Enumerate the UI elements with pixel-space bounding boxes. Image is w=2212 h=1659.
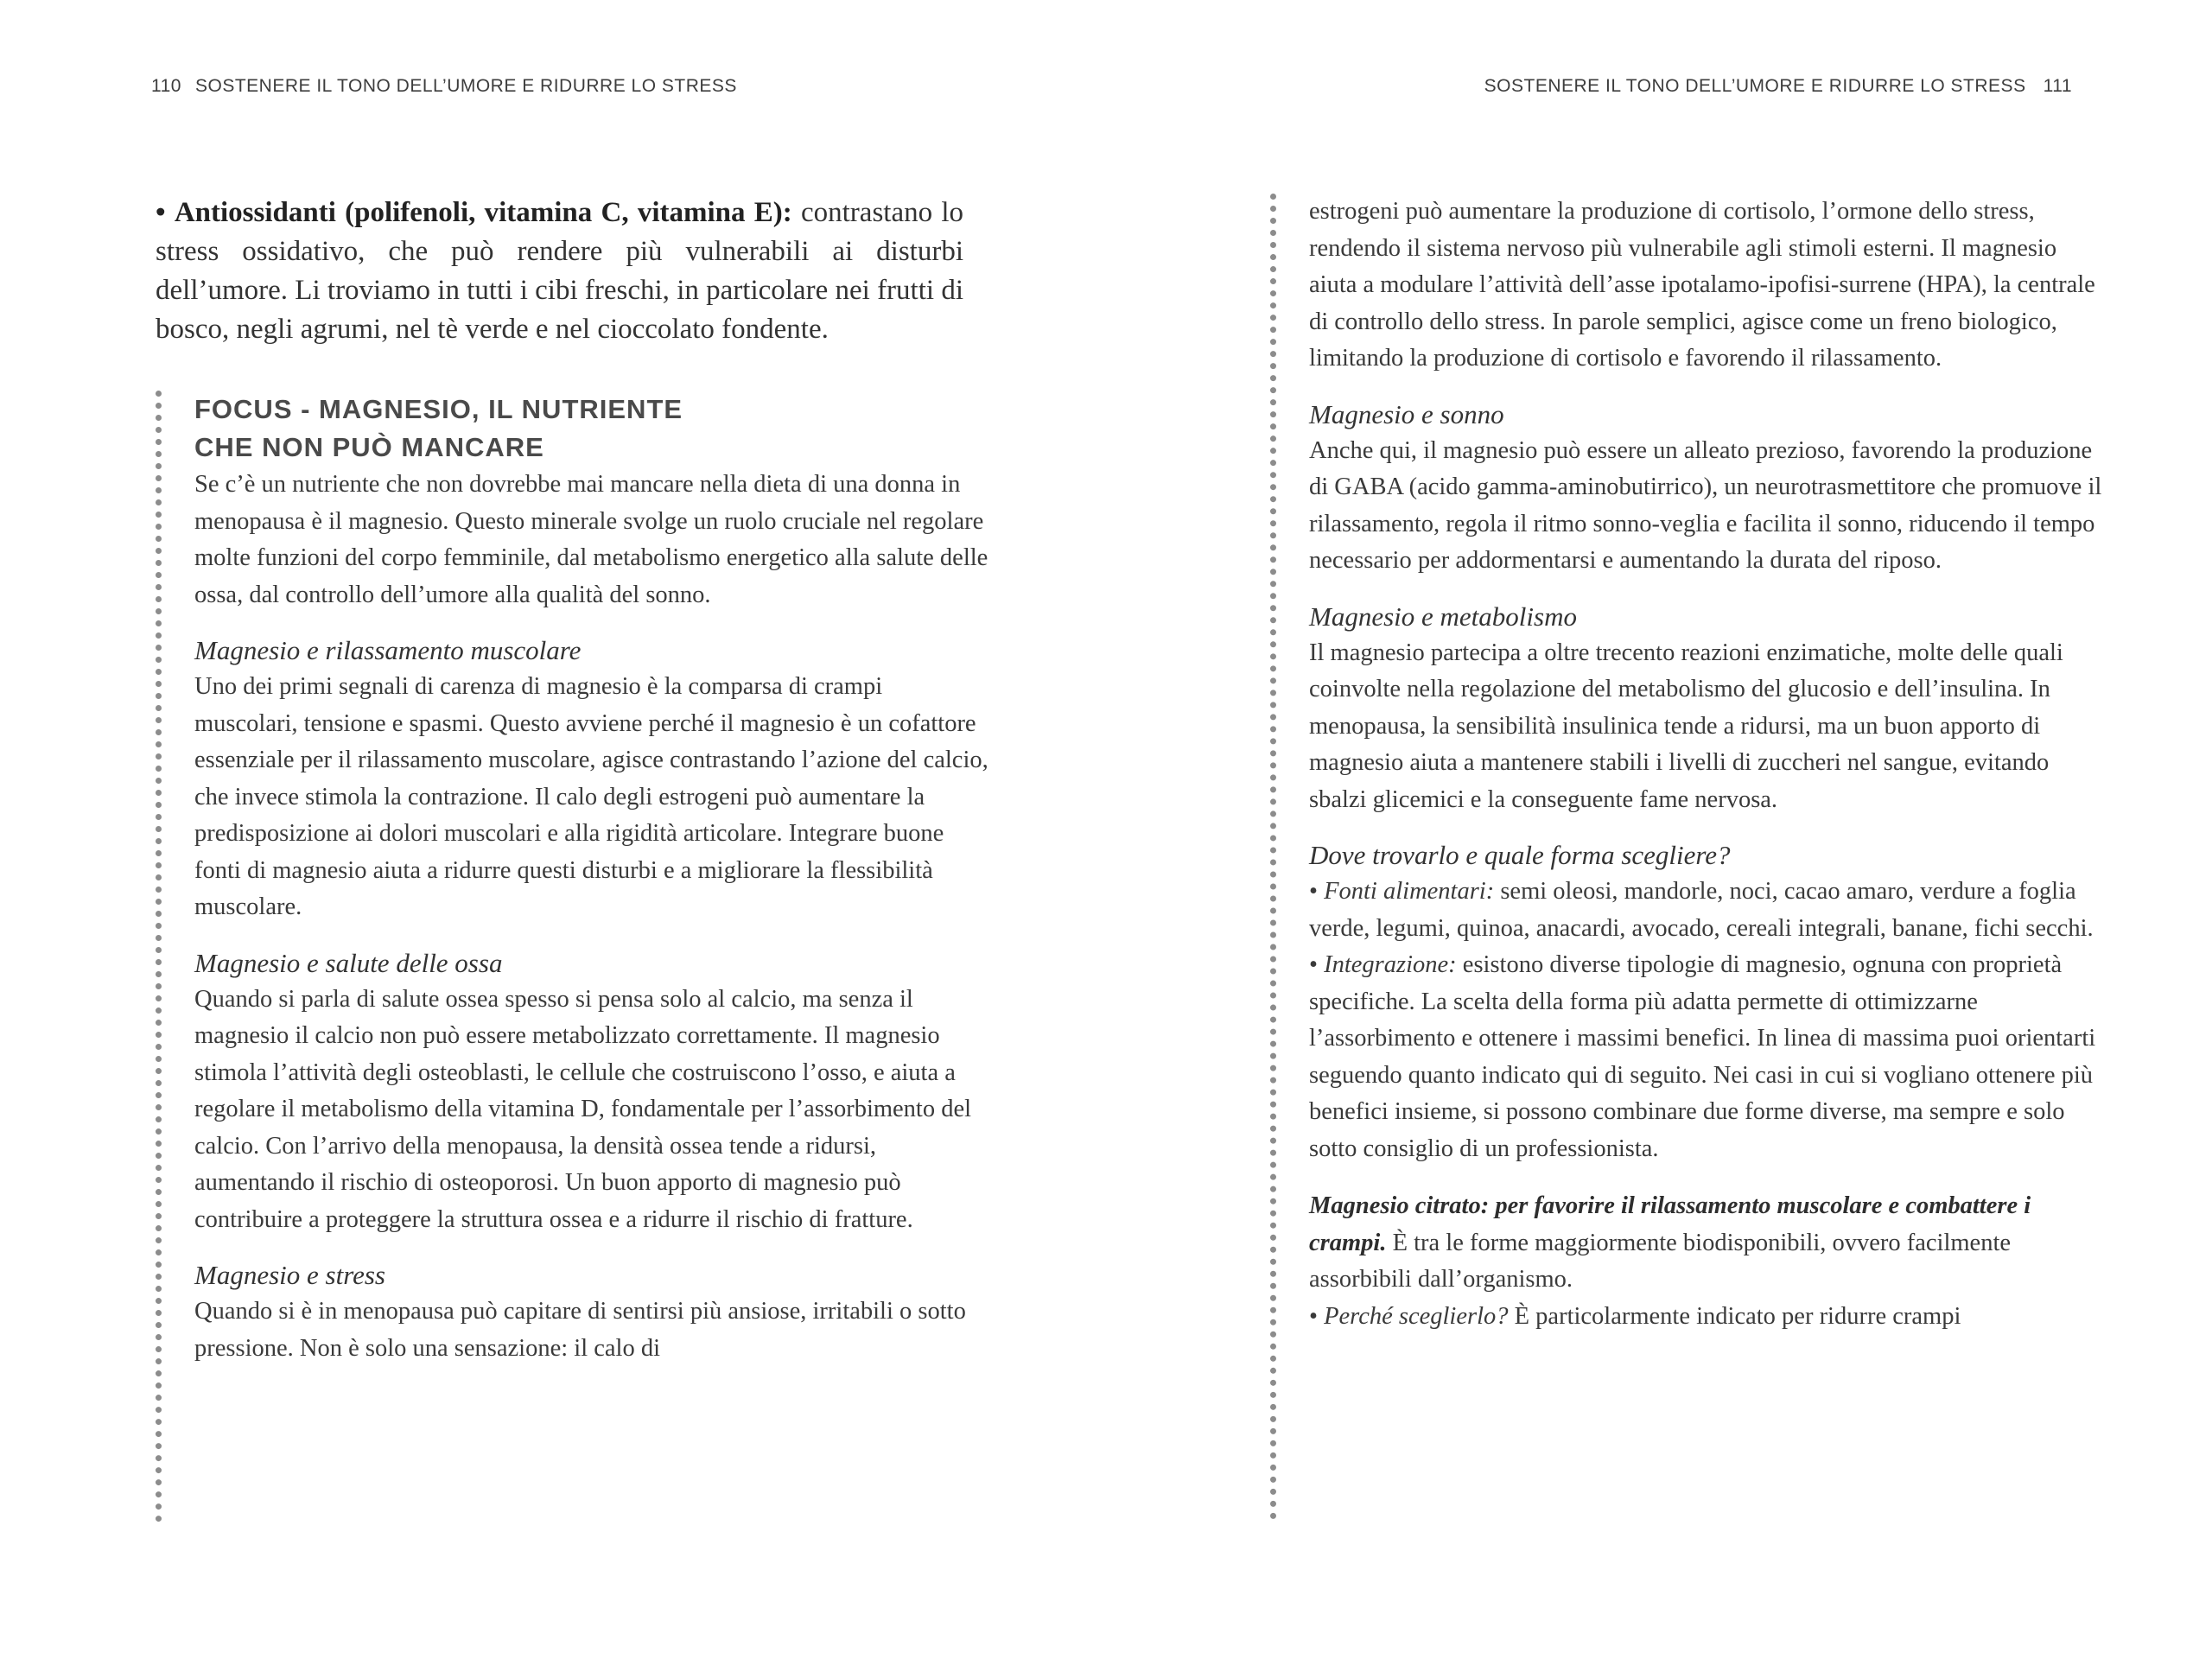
- food-sources-item: • Fonti alimentari: semi oleosi, mandorle, noci, cacao amaro, verdure a foglia verde, legumi, quinoa, anacardi, avocado, cereali integrali, banane, fichi secchi.: [1309, 878, 2094, 942]
- section-text: Quando si parla di salute ossea spesso si pensa solo al calcio, ma senza il magnesio il calcio non può essere metabolizzato correttamente. Il magnesio stimola l’attività degli osteoblasti, le cellule che costruiscono l’osso, e aiuta a regolare il metabolismo della vitamina D, fondamentale per l’assorbimento del calcio. Con l’arrivo della menopausa, la densità ossea tende a ridursi, aumentando il rischio di osteoporosi. Un buon apporto di magnesio può contribuire a proteggere la struttura ossea e a ridurre il rischio di fratture.: [194, 985, 972, 1233]
- focus-box-continued: [1270, 194, 2104, 1520]
- left-running-head: [151, 76, 737, 97]
- supplement-label: Integrazione:: [1324, 951, 1457, 978]
- running-head-title: SOSTENERE IL TONO DELL’UMORE E RIDURRE LO STRESS: [194, 76, 737, 96]
- focus-title-line2: CHE NON PUÒ MANCARE: [194, 432, 544, 462]
- focus-intro: Se c’è un nutriente che non dovrebbe mai mancare nella dieta di una donna in menopausa è il magnesio. Questo minerale svolge un ruolo cruciale nel regolare molte funzioni del corpo femminile, dal metabolismo energetico alla salute delle ossa, dal controllo dell’umore alla qualità del sonno.: [194, 471, 988, 608]
- focus-box: [156, 391, 989, 1522]
- page-number: 110: [151, 76, 181, 96]
- supplement-item: • Integrazione: esistono diverse tipologie di magnesio, ognuna con proprietà specifiche. La scelta della forma più adatta permette di ottimizzarne l’assorbimento e ottenere i massimi benefici. In linea di massima puoi orientarti seguendo quanto indicato qui di seguito. Nei casi in cui si vogliano ottenere più benefici insieme, si possono combinare due forme diverse, ma sempre e solo sotto consiglio di un professionista.: [1309, 951, 2096, 1162]
- bullet: •: [156, 197, 166, 228]
- citrate-heading: Magnesio citrato: per favorire il rilassamento muscolare e combattere i crampi.: [1309, 1192, 2031, 1256]
- citrate-text: È tra le forme maggiormente biodisponibili, ovvero facilmente assorbibili dall’organismo.: [1309, 1229, 2012, 1293]
- section-heading: Magnesio e rilassamento muscolare: [194, 635, 582, 665]
- section-heading: Magnesio e stress: [194, 1260, 385, 1290]
- antioxidants-text: contrastano lo stress ossidativo, che può rendere più vulnerabili ai disturbi dell’umore. Li troviamo in tutti i cibi freschi, in particolare nei frutti di bosco, negli agrumi, nel tè verde e nel cioccolato fondente.: [156, 197, 964, 345]
- citrate-bullet: • Perché sceglierlo? È particolarmente indicato per ridurre crampi: [1309, 1302, 1961, 1330]
- page-number: 111: [2043, 76, 2072, 96]
- right-running-head: [1484, 76, 2072, 97]
- running-head-title: SOSTENERE IL TONO DELL’UMORE E RIDURRE LO STRESS: [1484, 76, 2026, 96]
- section-heading: Magnesio e sonno: [1309, 398, 1504, 429]
- section-text: Il magnesio partecipa a oltre trecento reazioni enzimatiche, molte delle quali coinvolte nella regolazione del metabolismo del glucosio e dell’insulina. In menopausa, la sensibilità insulinica tende a ridursi, ma un buon apporto di magnesio aiuta a mantenere stabili i livelli di zuccheri nel sangue, evitando sbalzi glicemici e la conseguente fame nervosa.: [1309, 639, 2063, 813]
- section-heading: Dove trovarlo e quale forma scegliere?: [1309, 840, 1731, 870]
- antioxidants-paragraph: [156, 194, 963, 349]
- food-sources-label: Fonti alimentari:: [1324, 878, 1495, 905]
- antioxidants-lead: Antiossidanti (polifenoli, vitamina C, vitamina E):: [174, 197, 792, 228]
- stress-continuation: estrogeni può aumentare la produzione di cortisolo, l’ormone dello stress, rendendo il sistema nervoso più vulnerabile agli stimoli esterni. Il magnesio aiuta a modulare l’attività dell’asse ipotalamo-ipofisi-surrene (HPA), la centrale di controllo dello stress. In parole semplici, agisce come un freno biologico, limitando la produzione di cortisolo e favorendo il rilassamento.: [1309, 198, 2095, 372]
- section-heading: Magnesio e salute delle ossa: [194, 947, 503, 978]
- section-text: Quando si è in menopausa può capitare di sentirsi più ansiose, irritabili o sotto pressione. Non è solo una sensazione: il calo di: [194, 1298, 966, 1362]
- focus-title-line1: FOCUS - MAGNESIO, IL NUTRIENTE: [194, 394, 683, 424]
- right-page: [1106, 0, 2212, 1659]
- section-heading: Magnesio e metabolismo: [1309, 601, 1577, 632]
- citrate-bullet-label: Perché sceglierlo?: [1324, 1302, 1509, 1330]
- supplement-text: esistono diverse tipologie di magnesio, ognuna con proprietà specifiche. La scelta della forma più adatta permette di ottimizzarne l’assorbimento e ottenere i massimi benefici. In linea di massima puoi orientarti seguendo quanto indicato qui di seguito. Nei casi in cui si vogliano ottenere più benefici insieme, si possono combinare due forme diverse, ma sempre e solo sotto consiglio di un professionista.: [1309, 951, 2096, 1162]
- citrate-paragraph: [1309, 1188, 2104, 1299]
- section-text: Uno dei primi segnali di carenza di magnesio è la comparsa di crampi muscolari, tensione e spasmi. Questo avviene perché il magnesio è un cofattore essenziale per il rilassamento muscolare, agisce contrastando l’azione del calcio, che invece stimola la contrazione. Il calo degli estrogeni può aumentare la predisposizione ai dolori muscolari e alla rigidità articolare. Integrare buone fonti di magnesio aiuta a ridurre questi disturbi e a migliorare la flessibilità muscolare.: [194, 673, 988, 920]
- citrate-bullet-text: È particolarmente indicato per ridurre crampi: [1508, 1302, 1961, 1330]
- food-sources-text: semi oleosi, mandorle, noci, cacao amaro, verdure a foglia verde, legumi, quinoa, anacardi, avocado, cereali integrali, banane, fichi secchi.: [1309, 878, 2094, 942]
- section-text: Anche qui, il magnesio può essere un alleato prezioso, favorendo la produzione di GABA (acido gamma-aminobutirrico), un neurotrasmettitore che promuove il rilassamento, regola il ritmo sonno-veglia e facilita il sonno, riducendo il tempo necessario per addormentarsi e aumentando la durata del riposo.: [1309, 436, 2102, 574]
